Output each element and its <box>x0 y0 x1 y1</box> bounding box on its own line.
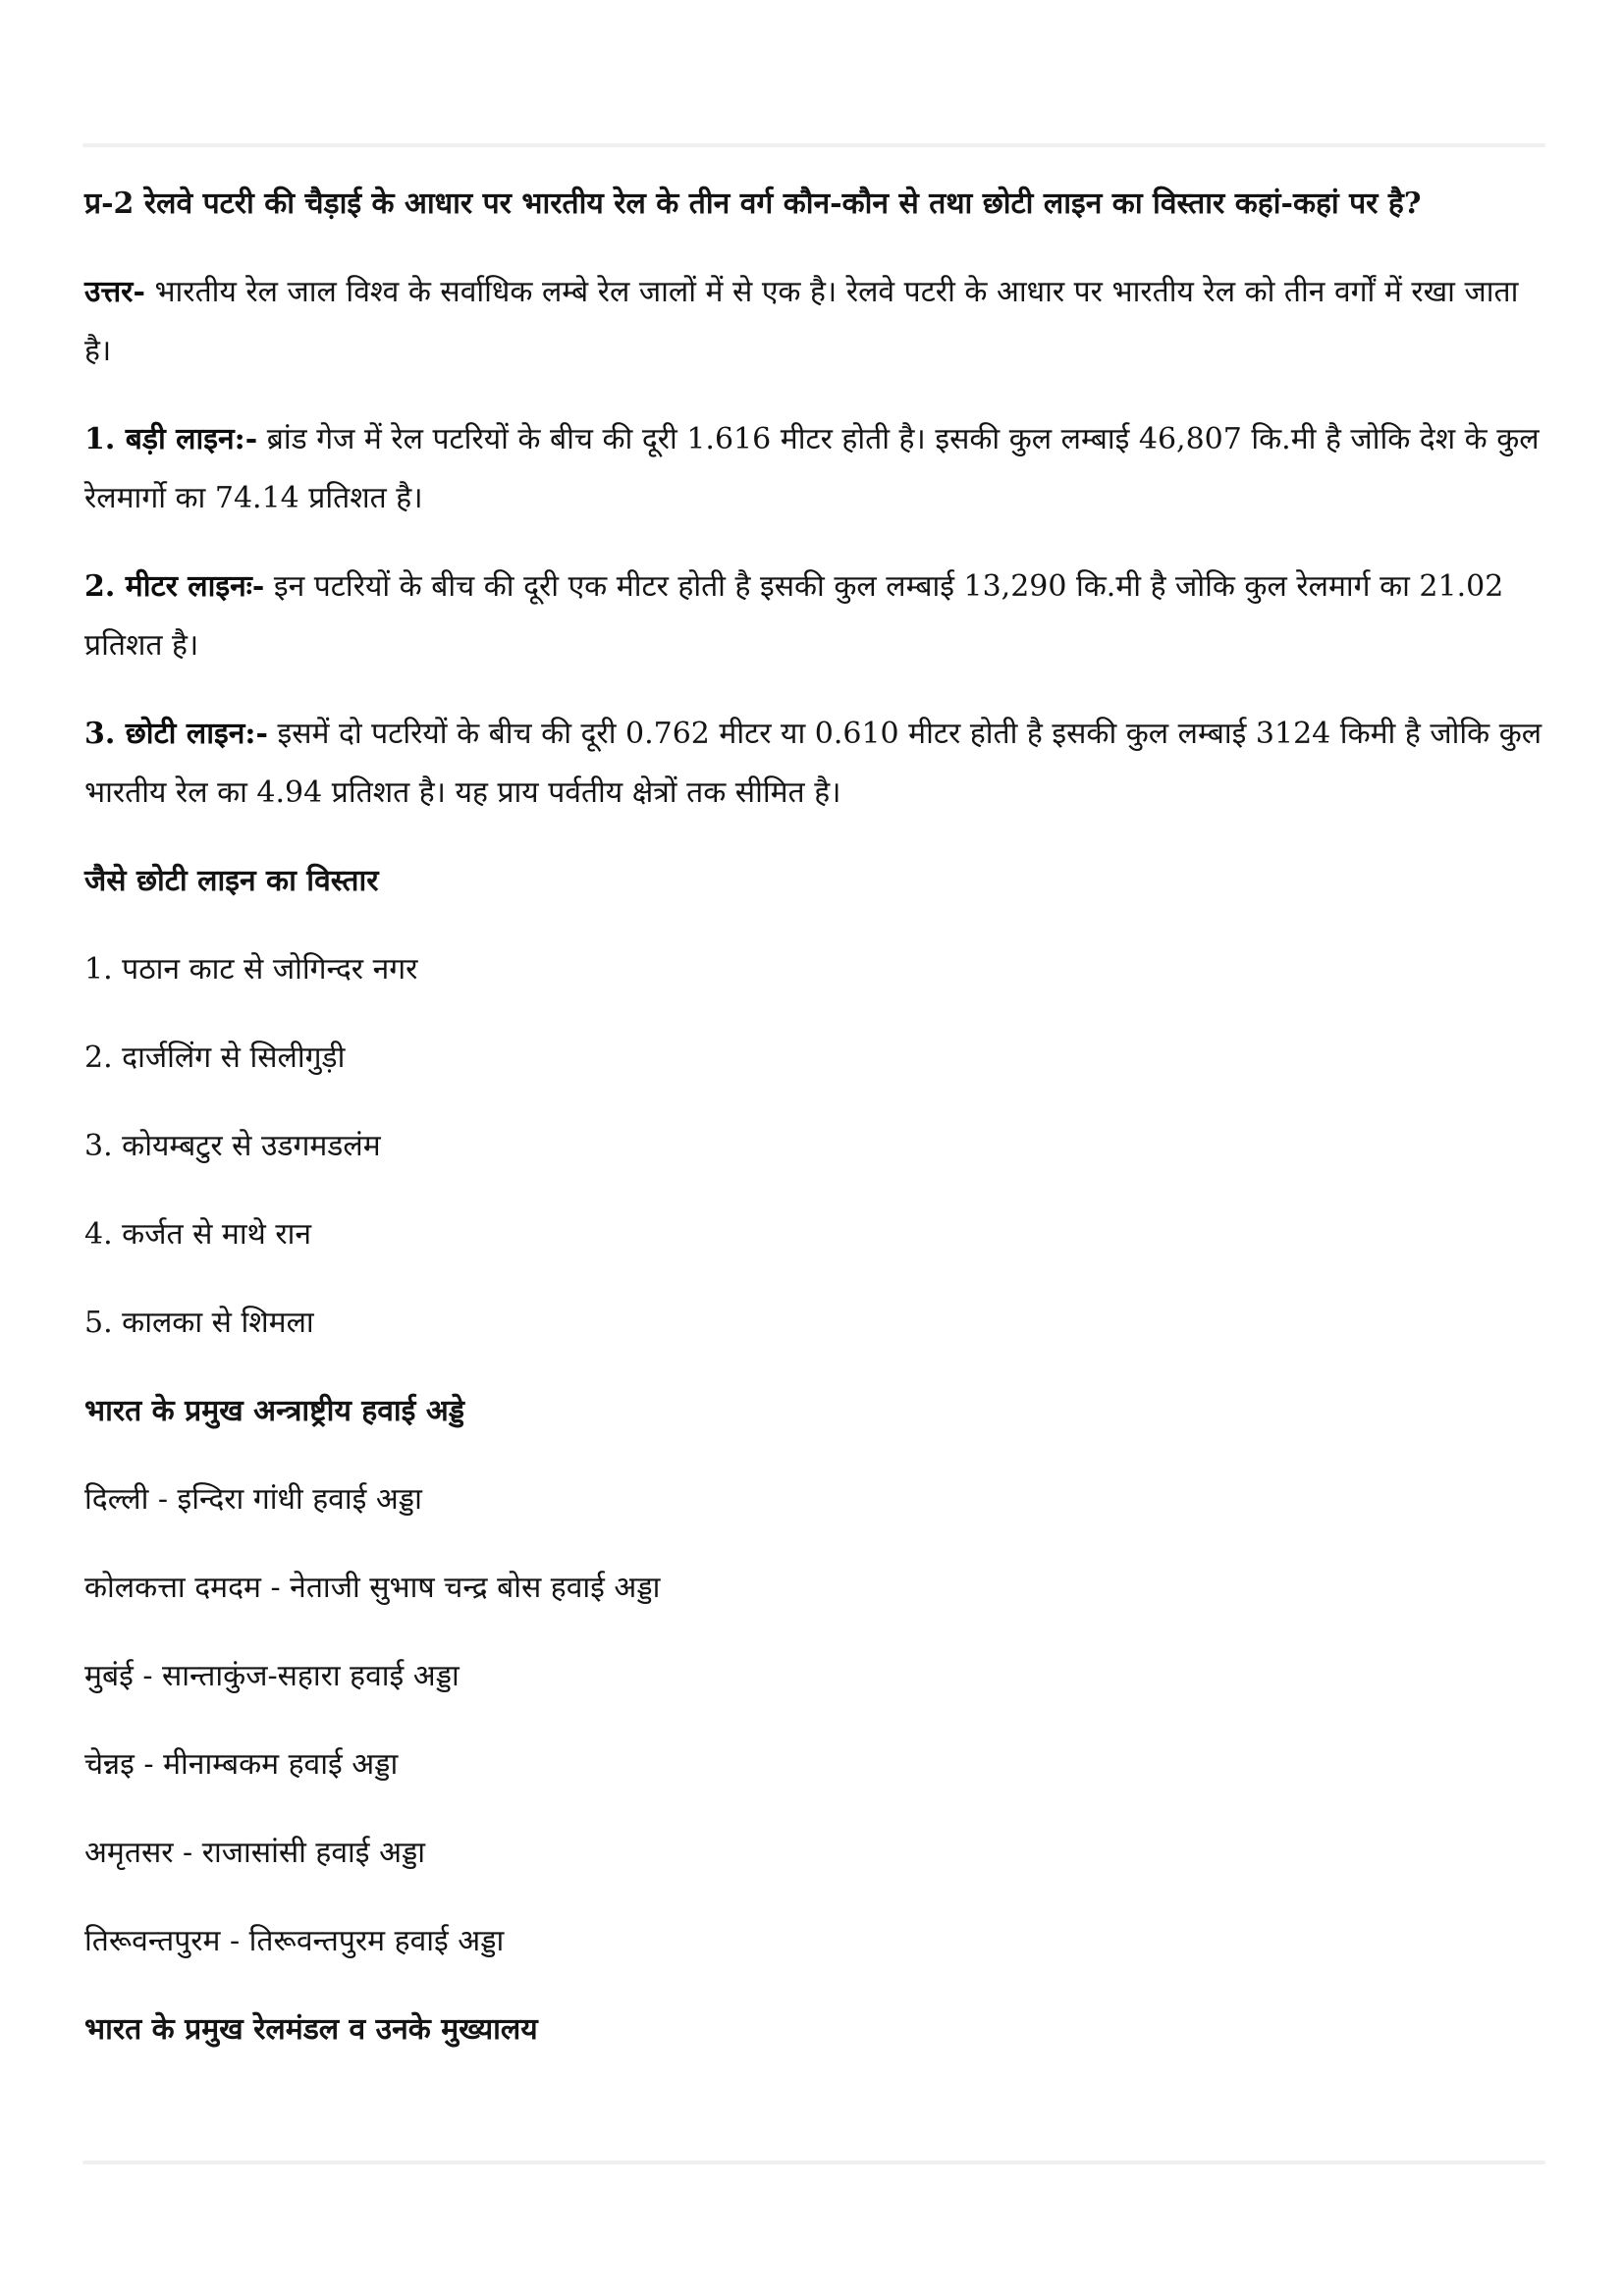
narrow-gauge-heading: जैसे छोटी लाइन का विस्तार <box>84 864 379 898</box>
airport-item: चेन्नइ - मीनाम्बकम हवाई अड्डा <box>84 1747 399 1782</box>
gauge-meter-label: 2. मीटर लाइनः- <box>84 569 265 604</box>
airport-item: दिल्ली - इन्दिरा गांधी हवाई अड्डा <box>84 1482 422 1517</box>
gauge-meter-paragraph <box>84 558 1547 675</box>
narrow-gauge-item: 5. कालका से शिमला <box>84 1306 314 1340</box>
narrow-gauge-item: 4. कर्जत से माथे रान <box>84 1217 312 1252</box>
top-divider <box>82 143 1545 147</box>
gauge-broad-paragraph <box>84 410 1547 528</box>
narrow-gauge-item: 2. दार्जलिंग से सिलीगुड़ी <box>84 1041 346 1075</box>
narrow-gauge-item: 1. पठान काट से जोगिन्दर नगर <box>84 952 418 987</box>
gauge-broad-text: ब्रांड गेज में रेल पटरियों के बीच की दूरी 1.616 मीटर होती है। इसकी कुल लम्बाई 46,807 कि.मी है जोकि देश के कुल रेलमार्गो का 74.14 प्रतिशत है। <box>84 422 1540 515</box>
answer-label: उत्तर- <box>84 275 145 309</box>
rail-zones-heading: भारत के प्रमुख रेलमंडल व उनके मुख्यालय <box>84 2012 538 2047</box>
answer-paragraph <box>84 263 1547 381</box>
gauge-narrow-paragraph <box>84 705 1547 823</box>
gauge-meter-text: इन पटरियों के बीच की दूरी एक मीटर होती है इसकी कुल लम्बाई 13,290 कि.मी है जोकि कुल रेलमार्ग का 21.02 प्रतिशत है। <box>84 569 1504 663</box>
airports-heading: भारत के प्रमुख अन्त्राष्ट्रीय हवाई अड्डे <box>84 1394 465 1428</box>
gauge-narrow-text: इसमें दो पटरियों के बीच की दूरी 0.762 मीटर या 0.610 मीटर होती है इसकी कुल लम्बाई 3124 किमी है जोकि कुल भारतीय रेल का 4.94 प्रतिशत है। यह प्राय पर्वतीय क्षेत्रों तक सीमित है। <box>84 717 1542 810</box>
narrow-gauge-item: 3. कोयम्बटुर से उडगमडलंम <box>84 1129 381 1163</box>
document-body <box>84 175 1547 2059</box>
question-heading: प्र-2 रेलवे पटरी की चैड़ाई के आधार पर भारतीय रेल के तीन वर्ग कौन-कौन से तथा छोटी लाइन का विस्तार कहां-कहां पर है? <box>84 187 1422 221</box>
airport-item: कोलकत्ता दमदम - नेताजी सुभाष चन्द्र बोस हवाई अड्डा <box>84 1571 661 1605</box>
gauge-broad-label: 1. बड़ी लाइन:- <box>84 422 258 456</box>
answer-text: भारतीय रेल जाल विश्व के सर्वाधिक लम्बे रेल जालों में से एक है। रेलवे पटरी के आधार पर भारतीय रेल को तीन वर्गों में रखा जाता है। <box>84 275 1519 368</box>
bottom-divider <box>82 2161 1545 2164</box>
airport-item: अमृतसर - राजासांसी हवाई अड्डा <box>84 1836 426 1870</box>
gauge-narrow-label: 3. छोटी लाइन:- <box>84 717 268 751</box>
airport-item: मुबंई - सान्ताकुंज-सहारा हवाई अड्डा <box>84 1659 460 1693</box>
airport-item: तिरूवन्तपुरम - तिरूवन्तपुरम हवाई अड्डा <box>84 1924 505 1958</box>
